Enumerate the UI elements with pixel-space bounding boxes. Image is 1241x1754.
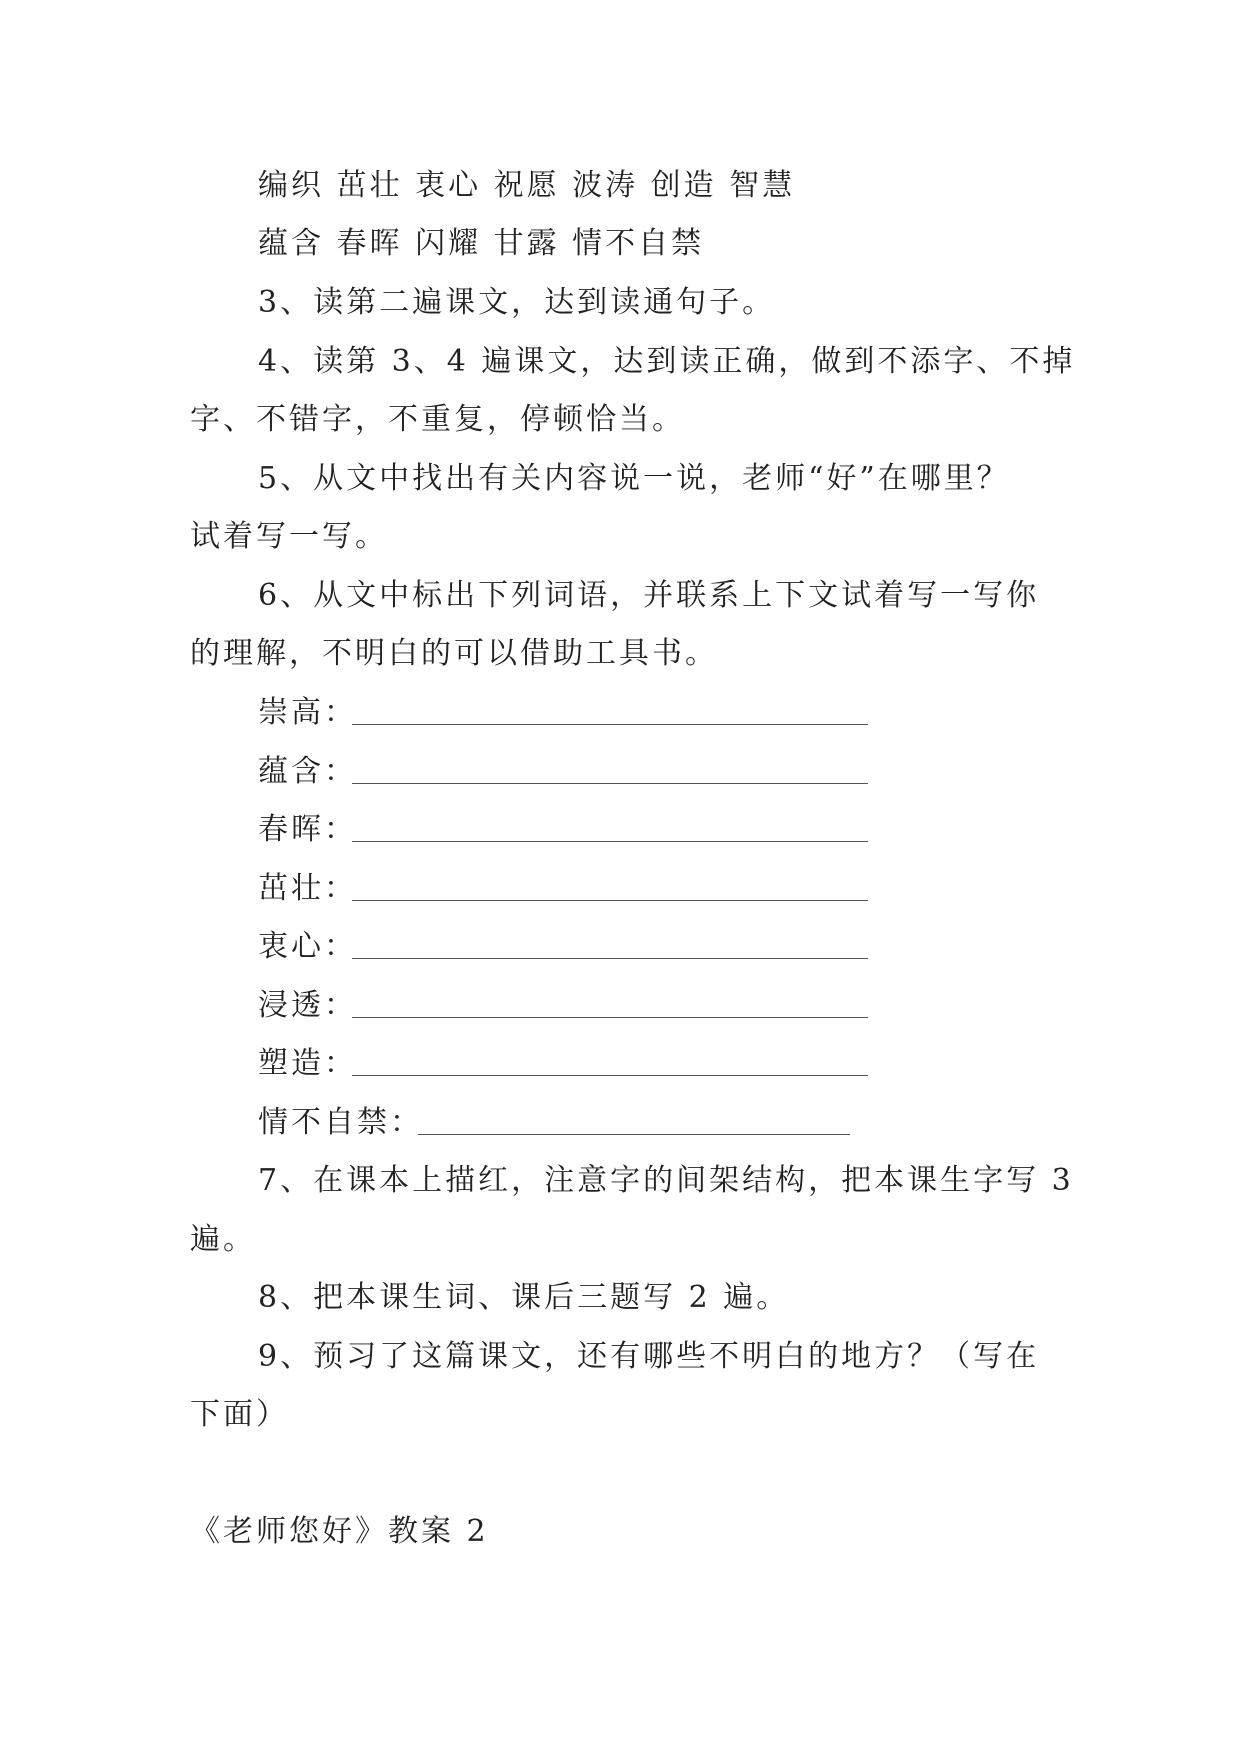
item-9-line-1: 9、预习了这篇课文，还有哪些不明白的地方？（写在 bbox=[258, 1339, 1040, 1374]
item-7-line-1: 7、在课本上描红，注意字的间架结构，把本课生字写 3 bbox=[258, 1163, 1074, 1198]
vocab-line-1: 编织 茁壮 衷心 祝愿 波涛 创造 智慧 bbox=[258, 168, 796, 203]
fill-in-label: 蕴含： bbox=[258, 754, 357, 789]
fill-in-blank[interactable] bbox=[352, 783, 868, 784]
fill-in-label: 崇高： bbox=[258, 695, 357, 730]
fill-in-blank[interactable] bbox=[352, 900, 868, 901]
vocab-line-2: 蕴含 春晖 闪耀 甘露 情不自禁 bbox=[258, 226, 705, 261]
item-4-line-1: 4、读第 3、4 遍课文，达到读正确，做到不添字、不掉 bbox=[258, 344, 1076, 379]
fill-in-blank[interactable] bbox=[352, 841, 868, 842]
item-3: 3、读第二遍课文，达到读通句子。 bbox=[258, 285, 776, 320]
fill-in-label: 春晖： bbox=[258, 812, 357, 847]
item-4-line-2: 字、不错字，不重复，停顿恰当。 bbox=[190, 402, 685, 437]
fill-in-row bbox=[258, 693, 357, 733]
fill-in-blank[interactable] bbox=[352, 958, 868, 959]
section-title: 《老师您好》教案 2 bbox=[190, 1514, 489, 1549]
item-5-line-2: 试着写一写。 bbox=[190, 519, 388, 554]
fill-in-row bbox=[258, 810, 357, 850]
fill-in-row bbox=[258, 752, 357, 792]
item-8: 8、把本课生词、课后三题写 2 遍。 bbox=[258, 1280, 790, 1315]
fill-in-row bbox=[258, 869, 357, 909]
fill-in-label: 情不自禁： bbox=[258, 1105, 423, 1140]
item-9-line-2: 下面） bbox=[190, 1397, 289, 1432]
fill-in-label: 茁壮： bbox=[258, 871, 357, 906]
fill-in-blank[interactable] bbox=[352, 1075, 868, 1076]
fill-in-blank[interactable] bbox=[418, 1134, 850, 1135]
item-6-line-2: 的理解，不明白的可以借助工具书。 bbox=[190, 636, 718, 671]
fill-in-label: 浸透： bbox=[258, 988, 357, 1023]
fill-in-row bbox=[258, 1103, 423, 1143]
fill-in-label: 衷心： bbox=[258, 929, 357, 964]
fill-in-row bbox=[258, 1044, 357, 1084]
fill-in-blank[interactable] bbox=[352, 724, 868, 725]
fill-in-label: 塑造： bbox=[258, 1046, 357, 1081]
fill-in-row bbox=[258, 927, 357, 967]
item-5-line-1: 5、从文中找出有关内容说一说，老师“好”在哪里？ bbox=[258, 461, 1010, 496]
fill-in-blank[interactable] bbox=[352, 1017, 868, 1018]
item-7-line-2: 遍。 bbox=[190, 1222, 256, 1257]
fill-in-row bbox=[258, 986, 357, 1026]
item-6-line-1: 6、从文中标出下列词语，并联系上下文试着写一写你 bbox=[258, 578, 1040, 613]
